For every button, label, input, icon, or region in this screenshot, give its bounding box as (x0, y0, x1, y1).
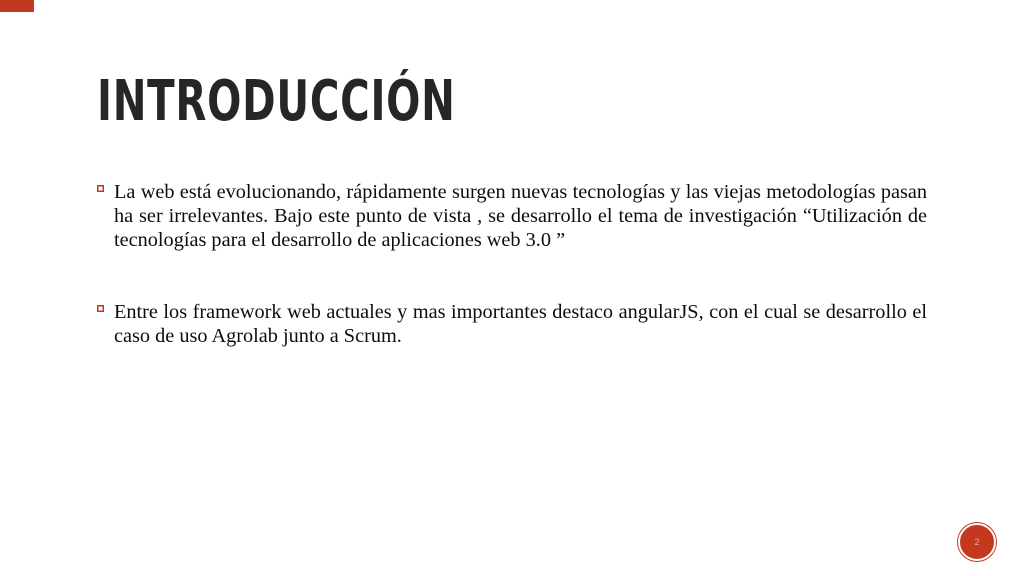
slide-title: INTRODUCCIÓN (97, 69, 456, 134)
corner-accent-bar (0, 0, 34, 12)
hollow-square-icon (97, 305, 104, 312)
bullet-item (97, 180, 927, 252)
bullet-text: Entre los framework web actuales y mas importantes destaco angularJS, con el cual se desarrollo el caso de uso Agrolab junto a Scrum. (114, 301, 927, 347)
page-number: 2 (974, 537, 980, 547)
bullet-item (97, 300, 927, 348)
page-number-badge (958, 523, 996, 561)
bullet-text: La web está evolucionando, rápidamente surgen nuevas tecnologías y las viejas metodologías pasan ha ser irrelevantes. Bajo este punto de vista , se desarrollo el tema de investigación “Utilización de tecnologías para el desarrollo de aplicaciones web 3.0 ” (114, 181, 927, 251)
slide-content (97, 180, 927, 348)
hollow-square-icon (97, 185, 104, 192)
